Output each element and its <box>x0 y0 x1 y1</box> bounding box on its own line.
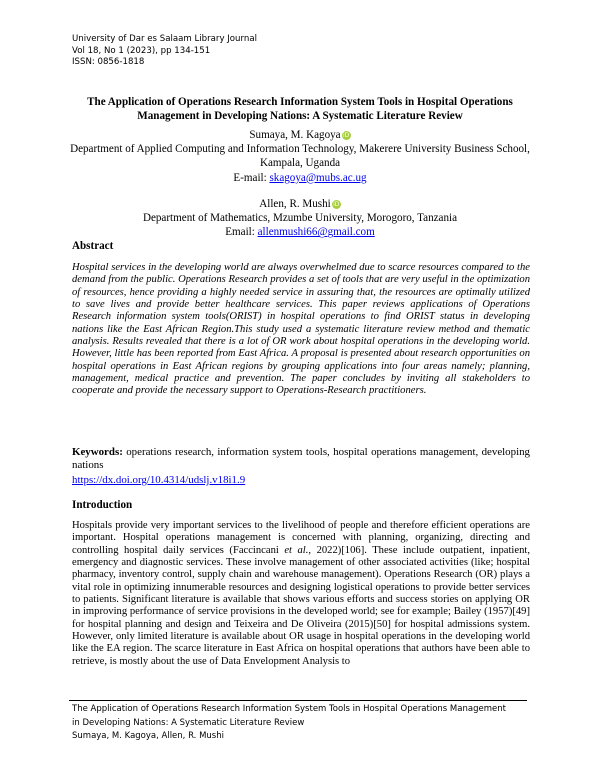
author-affiliation: Department of Applied Computing and Information Technology, Makerere University Business School, Kampala, Uganda <box>70 143 530 170</box>
author-name: Allen, R. Mushi <box>259 198 331 210</box>
email-label: Email: <box>225 226 258 239</box>
abstract-heading: Abstract <box>72 240 114 252</box>
footer-line-3: Sumaya, M. Kagoya, Allen, R. Mushi <box>72 731 224 742</box>
journal-name: University of Dar es Salaam Library Journal <box>72 34 257 44</box>
author-email-link[interactable]: allenmushi66@gmail.com <box>257 226 375 239</box>
orcid-icon[interactable]: iD <box>333 201 340 208</box>
introduction-text <box>72 520 530 668</box>
introduction-heading: Introduction <box>72 499 133 511</box>
journal-header <box>72 34 257 69</box>
page-footer <box>72 703 506 744</box>
author-name: Sumaya, M. Kagoya <box>249 129 341 141</box>
abstract-text: Hospital services in the developing world are always overwhelmed due to scarce resources compared to the demand from the public. Operations Research provides a set of tools that are very useful in the optimization of resources, hence providing a highly needed service in assuring that, the resources are optimally utilized to save lives and provide better healthcare services. This paper reviews applications of Operations Research information system tools(ORIST) in hospital operations to find ORIST status in developing nations like the East African Region.This study used a systematic literature review method and thematic analysis. Results revealed that there is a lot of OR work about hospital operations in the developing world. However, little has been reported from East Africa. A proposal is presented about research opportunities on hospital operations in East African regions by grouping applications into four areas namely; planning, management, medical practice and prevention. The paper concludes by inviting all stakeholders to cooperate and provide the necessary support to Operations-Research practitioners. <box>72 262 530 397</box>
orcid-icon[interactable]: iD <box>342 132 350 139</box>
journal-issn: ISSN: 0856-1818 <box>72 57 145 68</box>
author-email-link[interactable]: skagoya@mubs.ac.ug <box>269 171 367 184</box>
intro-part-2: 2022)[106]. These include outpatient, inpatient, emergency and diagnostic services. These involve management of other associated activities (like; hospital pharmacy, inventory control, supply chain and warehouse management). Operations Research (OR) plays a vital role in optimizing innumerable resources and designing logistical operations to provide better services to patients. Significant literature is available that shows various efforts and success stories on applying OR in improving performance of service provisions in the developed world; see for example; Bailey (1957)[49] for hospital planning and design and Teixeira and De Oliveira (2015)[50] for hospital admissions system. However, only limited literature is available about OR usage in hospital operations in the developing world like the EA region. The scarce literature in East Africa on hospital operations that authors have been able to retrieve, is mostly about the use of Data Envelopment Analysis to <box>72 544 530 667</box>
intro-part-1: Hospitals provide very important services to the livelihood of people and therefore efficient operations are important. Hospital operations management is concerned with planning, organizing, directing and controlling hospital daily services (Faccincani <box>72 520 530 556</box>
intro-et-al: et al., <box>284 544 312 556</box>
email-label: E-mail: <box>233 171 270 184</box>
author-affiliation: Department of Mathematics, Mzumbe University, Morogoro, Tanzania <box>142 212 458 225</box>
doi-link[interactable]: https://dx.doi.org/10.4314/udslj.v18i1.9 <box>72 474 246 486</box>
author-block-1 <box>64 128 536 185</box>
keywords-text: operations research, information system tools, hospital operations management, developing nations <box>72 446 530 471</box>
journal-volume: Vol 18, No 1 (2023), pp 134-151 <box>72 45 211 56</box>
author-block-2 <box>64 197 536 240</box>
footer-line-1: The Application of Operations Research Information System Tools in Hospital Operations Management <box>72 704 506 714</box>
footer-line-2: in Developing Nations: A Systematic Literature Review <box>72 717 305 728</box>
footer-divider <box>69 700 527 701</box>
keywords-label: Keywords: <box>72 446 123 458</box>
keywords <box>72 446 530 471</box>
paper-title: The Application of Operations Research Information System Tools in Hospital Operations Management in Developing Nations: A Systematic Literature Review <box>87 96 513 122</box>
